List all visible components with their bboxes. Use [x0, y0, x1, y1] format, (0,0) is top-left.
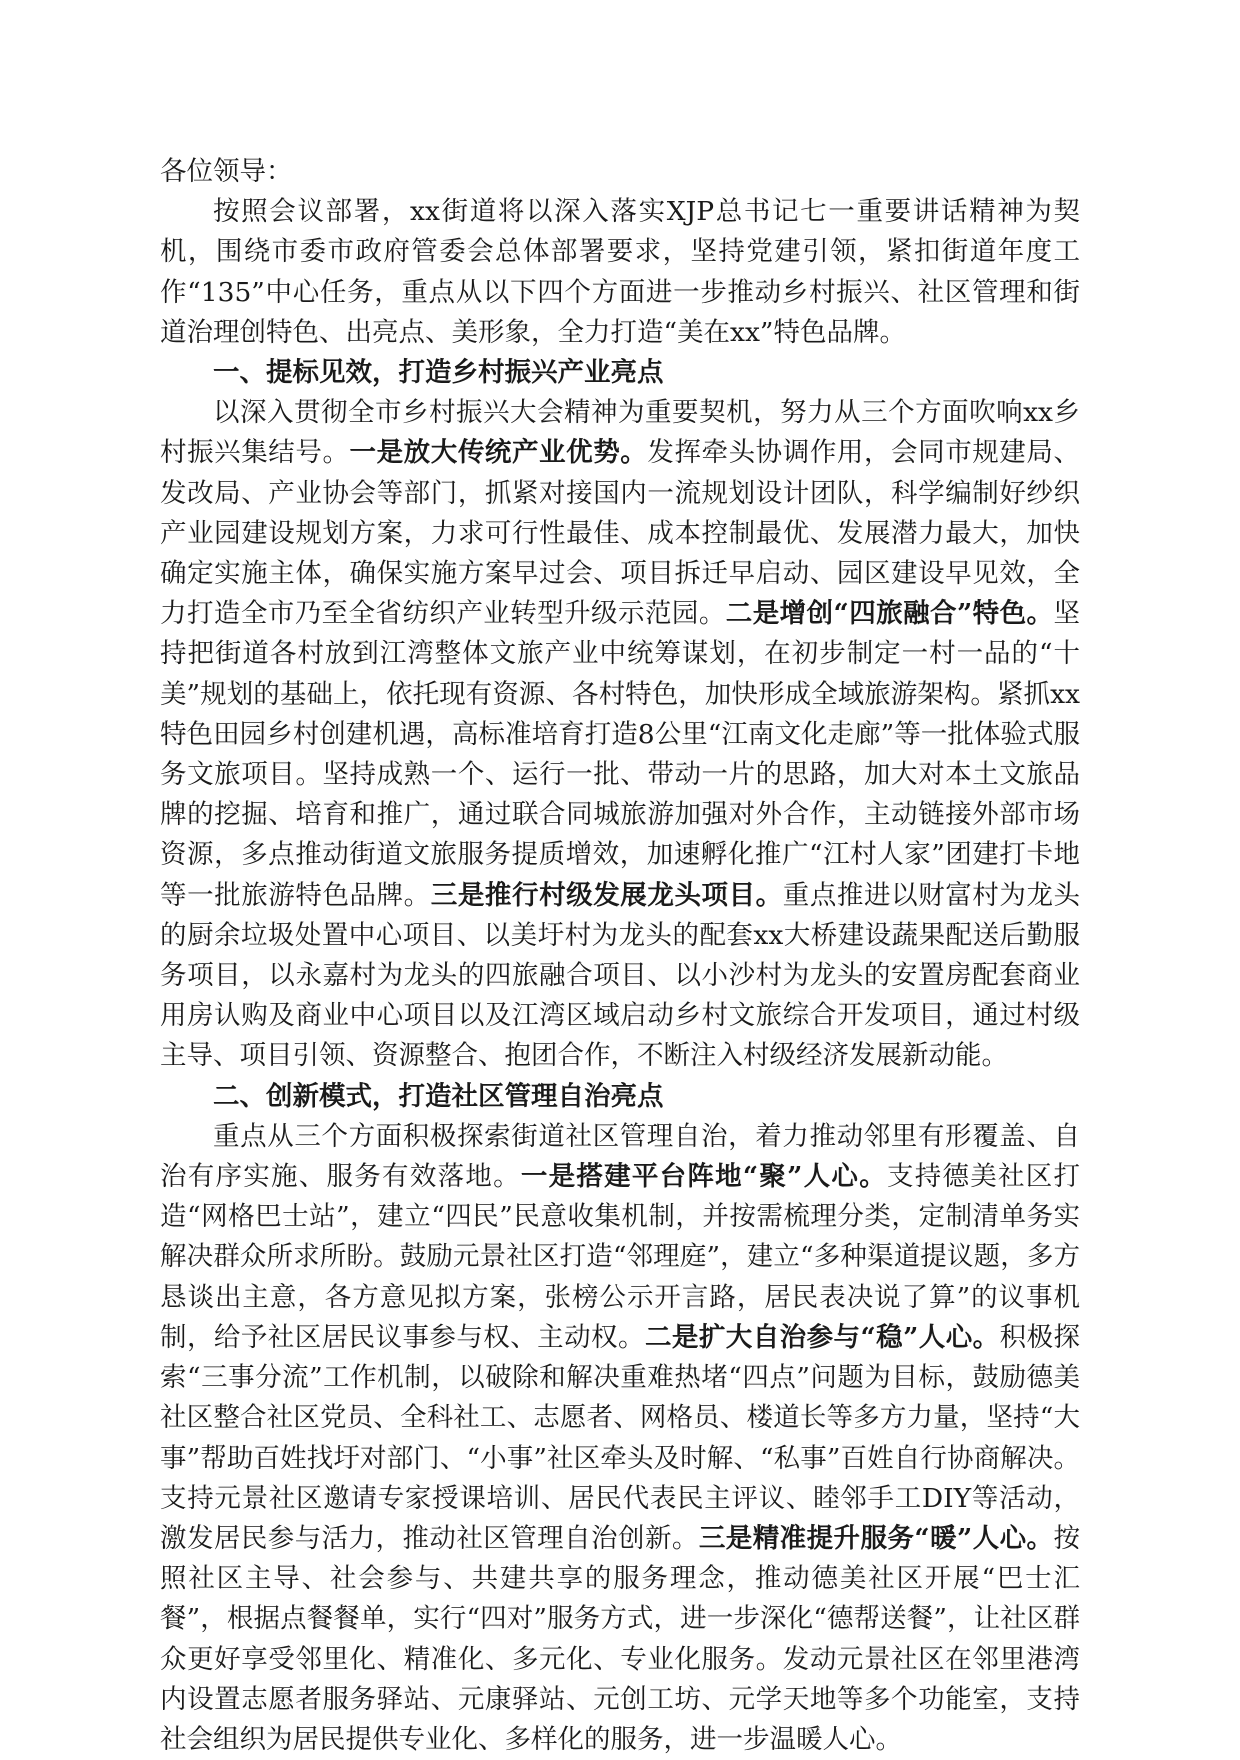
section-1-item-2-text: 坚持把街道各村放到江湾整体文旅产业中统筹谋划，在初步制定一村一品的“十美”规划的基础上，依托现有资源、各村特色，加快形成全域旅游架构。紧抓xx特色田园乡村创建机遇，高标准培育打造8公里“江南文化走廊”等一批体验式服务文旅项目。坚持成熟一个、运行一批、带动一片的思路，加大对本土文旅品牌的挖掘、培育和推广，通过联合同城旅游加强对外合作，主动链接外部市场资源，多点推动街道文旅服务提质增效，加速孵化推广“江村人家”团建打卡地等一批旅游特色品牌。	[160, 598, 1080, 911]
section-2-item-2-title: 二是扩大自治参与“稳”人心。	[644, 1321, 1000, 1353]
salutation: 各位领导：	[160, 156, 293, 187]
section-2-item-3-title: 三是精准提升服务“暖”人心。	[698, 1522, 1054, 1554]
section-1-item-1-text: 发挥牵头协调作用，会同市规建局、发改局、产业协会等部门，抓紧对接国内一流规划设计团队，科学编制好纱织产业园建设规划方案，力求可行性最佳、成本控制最优、发展潜力最大，加快确定实施主体，确保实施方案早过会、项目拆迁早启动、园区建设早见效，全力打造全市乃至全省纺织产业转型升级示范园。	[160, 437, 1081, 630]
intro-paragraph: 按照会议部署，xx街道将以深入落实XJP总书记七一重要讲话精神为契机，围绕市委市政府管委会总体部署要求，坚持党建引领，紧扣街道年度工作“135”中心任务，重点从以下四个方面进一步推动乡村振兴、社区管理和街道治理创特色、出亮点、美形象，全力打造“美在xx”特色品牌。	[160, 196, 1080, 348]
section-2-item-2-text: 积极探索“三事分流”工作机制，以破除和解决重难热堵“四点”问题为目标，鼓励德美社区整合社区党员、全科社工、志愿者、网格员、楼道长等多方力量，坚持“大事”帮助百姓找圩对部门、“小事”社区牵头及时解、“私事”百姓自行协商解决。支持元景社区邀请专家授课培训、居民代表民主评议、睦邻手工DIY等活动，激发居民参与活力，推动社区管理自治创新。	[160, 1321, 1081, 1554]
section-1-item-1-title: 一是放大传统产业优势。	[349, 437, 648, 469]
section-2-body	[160, 1117, 1080, 1760]
section-1-heading: 一、提标见效，打造乡村振兴产业亮点	[213, 357, 664, 389]
section-2-item-1-text: 支持德美社区打造“网格巴士站”，建立“四民”民意收集机制，并按需梳理分类，定制清单务实解决群众所求所盼。鼓励元景社区打造“邻理庭”，建立“多种渠道提议题，多方恳谈出主意，各方意见拟方案，张榜公示开言路，居民表决说了算”的议事机制，给予社区居民议事参与权、主动权。	[160, 1161, 1080, 1353]
section-1-body	[160, 393, 1080, 1076]
section-2-item-3-text: 按照社区主导、社会参与、共建共享的服务理念，推动德美社区开展“巴士汇餐”，根据点餐餐单，实行“四对”服务方式，进一步深化“德帮送餐”，让社区群众更好享受邻里化、精准化、多元化、专业化服务。发动元景社区在邻里港湾内设置志愿者服务驿站、元康驿站、元创工坊、元学天地等多个功能室，支持社会组织为居民提供专业化、多样化的服务，进一步温暖人心。	[160, 1522, 1080, 1755]
section-2-heading: 二、创新模式，打造社区管理自治亮点	[213, 1080, 664, 1112]
section-1-item-3-text: 重点推进以财富村为龙头的厨余垃圾处置中心项目、以美圩村为龙头的配套xx大桥建设蔬果配送后勤服务项目，以永嘉村为龙头的四旅融合项目、以小沙村为龙头的安置房配套商业用房认购及商业中心项目以及江湾区域启动乡村文旅综合开发项目，通过村级主导、项目引领、资源整合、抱团合作，不断注入村级经济发展新动能。	[160, 879, 1081, 1072]
section-2-item-1-title: 一是搭建平台阵地“聚”人心。	[520, 1161, 887, 1193]
section-1-item-2-title: 二是增创“四旅融合”特色。	[725, 598, 1054, 630]
section-1-item-3-title: 三是推行村级发展龙头项目。	[430, 879, 783, 911]
document-page	[160, 152, 1080, 1760]
section-2-lead: 重点从三个方面积极探索街道社区管理自治，着力推动邻里有形覆盖、自治有序实施、服务有效落地。	[160, 1120, 1080, 1193]
section-1-lead: 以深入贯彻全市乡村振兴大会精神为重要契机，努力从三个方面吹响xx乡村振兴集结号。	[160, 397, 1080, 469]
